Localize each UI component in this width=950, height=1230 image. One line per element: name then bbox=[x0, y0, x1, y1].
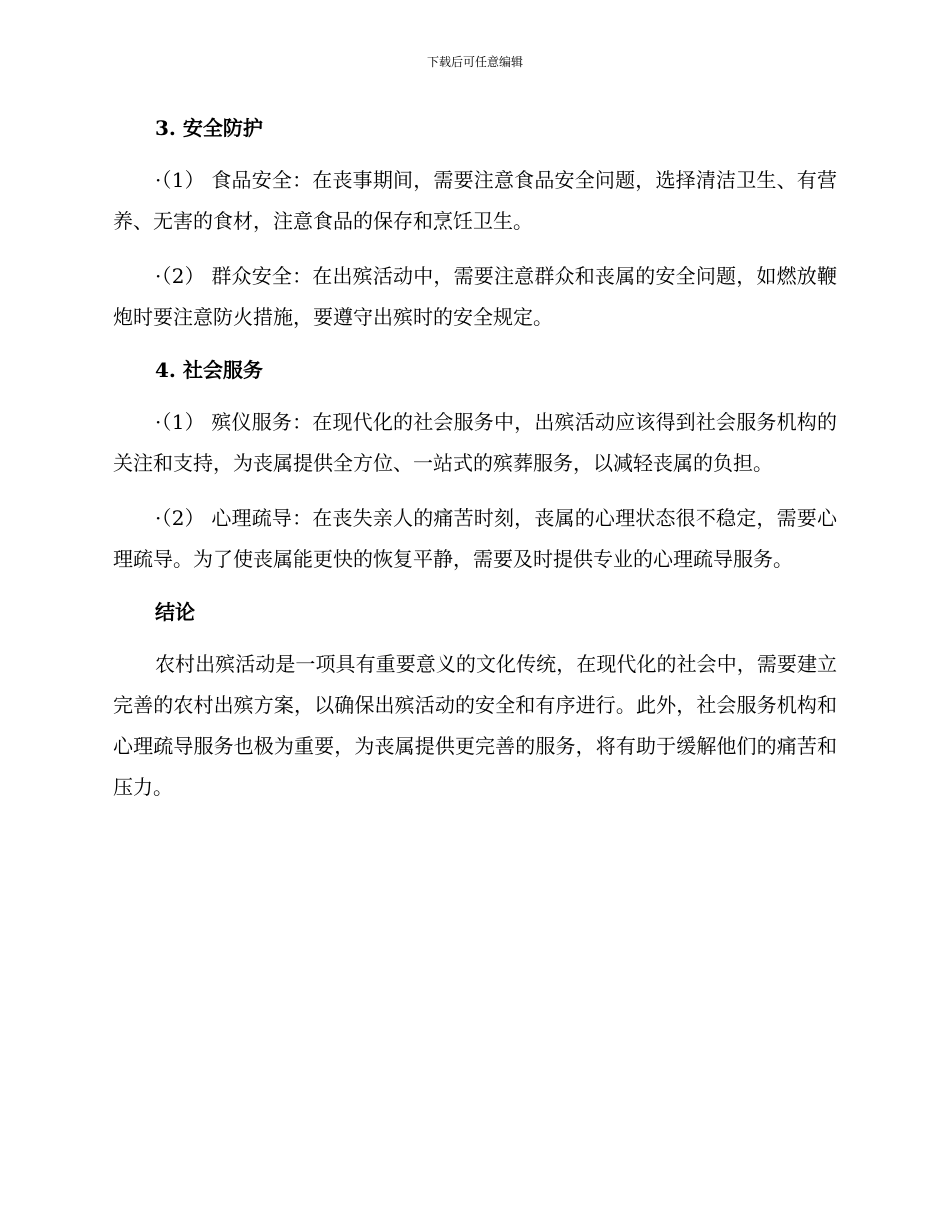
section-heading-safety: 3. 安全防护 bbox=[155, 116, 263, 140]
section-heading-conclusion: 结论 bbox=[155, 600, 195, 624]
section-heading-service: 4. 社会服务 bbox=[155, 358, 263, 382]
page-header: 下载后可任意编辑 bbox=[426, 55, 523, 69]
safety-item-food: ·（1） 食品安全：在丧事期间，需要注意食品安全问题，选择清洁卫生、有营养、无害的食材，注意食品的保存和烹饪卫生。 bbox=[113, 168, 837, 233]
safety-item-crowd: ·（2） 群众安全：在出殡活动中，需要注意群众和丧属的安全问题，如燃放鞭炮时要注意防火措施，要遵守出殡时的安全规定。 bbox=[113, 264, 837, 329]
conclusion-paragraph: 农村出殡活动是一项具有重要意义的文化传统，在现代化的社会中，需要建立完善的农村出殡方案，以确保出殡活动的安全和有序进行。此外，社会服务机构和心理疏导服务也极为重要，为丧属提供更完善的服务，将有助于缓解他们的痛苦和压力。 bbox=[113, 652, 837, 799]
document-body bbox=[113, 110, 837, 822]
service-item-counseling: ·（2） 心理疏导：在丧失亲人的痛苦时刻，丧属的心理状态很不稳定，需要心理疏导。为了使丧属能更快的恢复平静，需要及时提供专业的心理疏导服务。 bbox=[113, 506, 837, 571]
service-item-funeral: ·（1） 殡仪服务：在现代化的社会服务中，出殡活动应该得到社会服务机构的关注和支持，为丧属提供全方位、一站式的殡葬服务，以减轻丧属的负担。 bbox=[113, 410, 837, 475]
